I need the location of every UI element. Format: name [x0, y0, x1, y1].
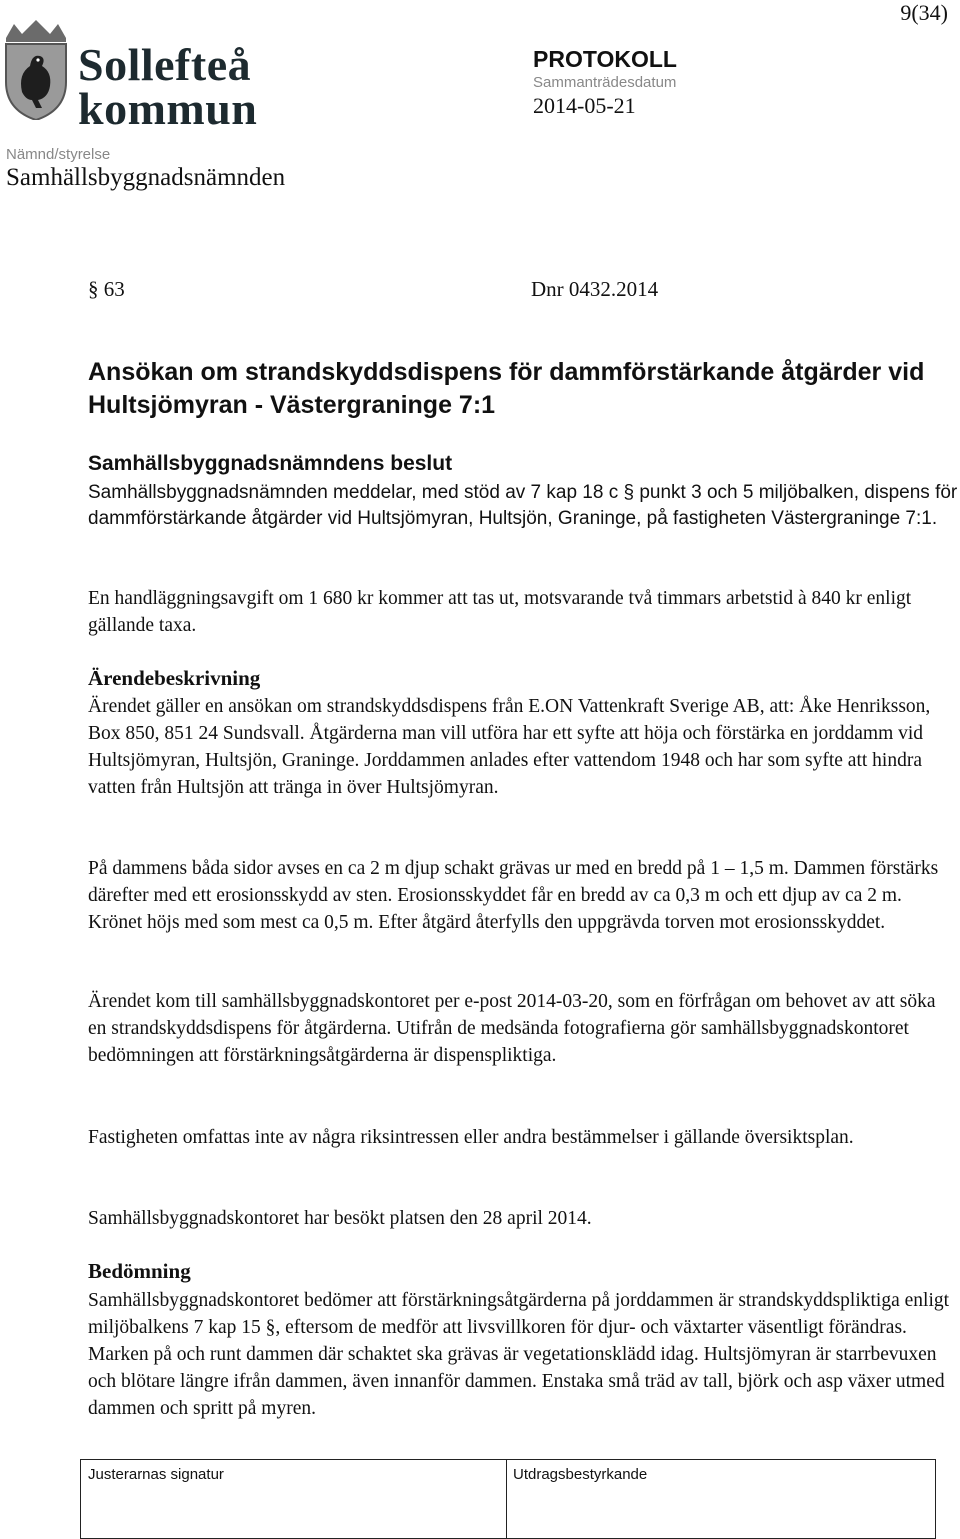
- case-title: Ansökan om strandskyddsdispens för dammförstärkande åtgärder vid Hultsjömyran - Västergraninge 7:1: [88, 358, 925, 419]
- assessment-heading: Bedömning: [88, 1259, 191, 1283]
- extract-certification-label: Utdragsbestyrkande: [513, 1466, 648, 1483]
- signature-divider: [506, 1460, 507, 1538]
- signature-box: [80, 1459, 936, 1539]
- meeting-date-label: Sammanträdesdatum: [533, 74, 677, 91]
- paragraph-number: § 63: [88, 277, 125, 301]
- coat-of-arms-capercaillie-icon: [2, 20, 70, 120]
- description-paragraph: Fastigheten omfattas inte av några riksintressen eller andra bestämmelser i gällande översiktsplan.: [88, 1127, 854, 1148]
- description-heading: Ärendebeskrivning: [88, 666, 261, 690]
- description-paragraph: Ärendet gäller en ansökan om strandskyddsdispens från E.ON Vattenkraft Sverige AB, att: Åke Henriksson, Box 850, 851 24 Sundsvall. Åtgärderna man vill utföra har ett syfte att höja och förstärka en jorddamm vid Hultsjömyran, Hultsjön, Graninge. Jorddammen anlades efter vattendom 1948 och har som syfte att hindra vatten från Hultsjön att tränga in över Hultsjömyran.: [88, 696, 931, 798]
- logo-text-line2: kommun: [78, 83, 258, 134]
- board-name: Samhällsbyggnadsnämnden: [6, 164, 286, 191]
- page-number: 9(34): [900, 0, 948, 25]
- board-label: Nämnd/styrelse: [6, 146, 111, 163]
- adjusters-signature-label: Justerarnas signatur: [88, 1466, 224, 1483]
- description-paragraph: På dammens båda sidor avses en ca 2 m djup schakt grävas ur med en bredd på 1 – 1,5 m. Dammen förstärks därefter med ett erosionsskydd av sten. Erosionsskyddet får en bredd av ca 0,3 m och ett djup av ca 2 m. Krönet höjs med som mest ca 0,5 m. Efter åtgärd återfylls den uppgrävda torven mot erosionsskyddet.: [88, 858, 939, 933]
- fee-text: En handläggningsavgift om 1 680 kr kommer att tas ut, motsvarande två timmars arbetstid à 840 kr enligt gällande taxa.: [88, 588, 912, 636]
- logo-text-line1: Sollefteå: [78, 39, 252, 90]
- description-paragraph: Samhällsbyggnadskontoret har besökt platsen den 28 april 2014.: [88, 1208, 592, 1229]
- meeting-date: 2014-05-21: [533, 93, 636, 118]
- diary-number: Dnr 0432.2014: [531, 277, 659, 301]
- assessment-text: Samhällsbyggnadskontoret bedömer att förstärkningsåtgärderna på jorddammen är strandskyddspliktiga enligt miljöbalkens 7 kap 15 §, eftersom de medför att livsvillkoren för djur- och växtarter väsentligt förändras. Marken på och runt dammen där schaktet ska grävas är vegetationsklädd idag. Hultsjömyran är starrbevuxen och blötare längre ifrån dammen, även innanför dammen. Enstaka små träd av tall, björk och asp växer utmed dammen och spritt på myren.: [88, 1290, 950, 1419]
- description-paragraph: Ärendet kom till samhällsbyggnadskontoret per e-post 2014-03-20, som en förfrågan om behovet av att söka en strandskyddsdispens för åtgärderna. Utifrån de medsända fotografierna gör samhällsbyggnadskontoret bedömningen att förstärkningsåtgärderna är dispenspliktiga.: [88, 991, 936, 1066]
- decision-heading: Samhällsbyggnadsnämndens beslut: [88, 452, 453, 475]
- decision-text: Samhällsbyggnadsnämnden meddelar, med stöd av 7 kap 18 c § punkt 3 och 5 miljöbalken, dispens för dammförstärkande åtgärder vid Hultsjömyran, Hultsjön, Graninge, på fastigheten Västergraninge 7:1.: [88, 482, 958, 529]
- document-type: PROTOKOLL: [533, 46, 677, 72]
- municipality-logo: [2, 16, 277, 134]
